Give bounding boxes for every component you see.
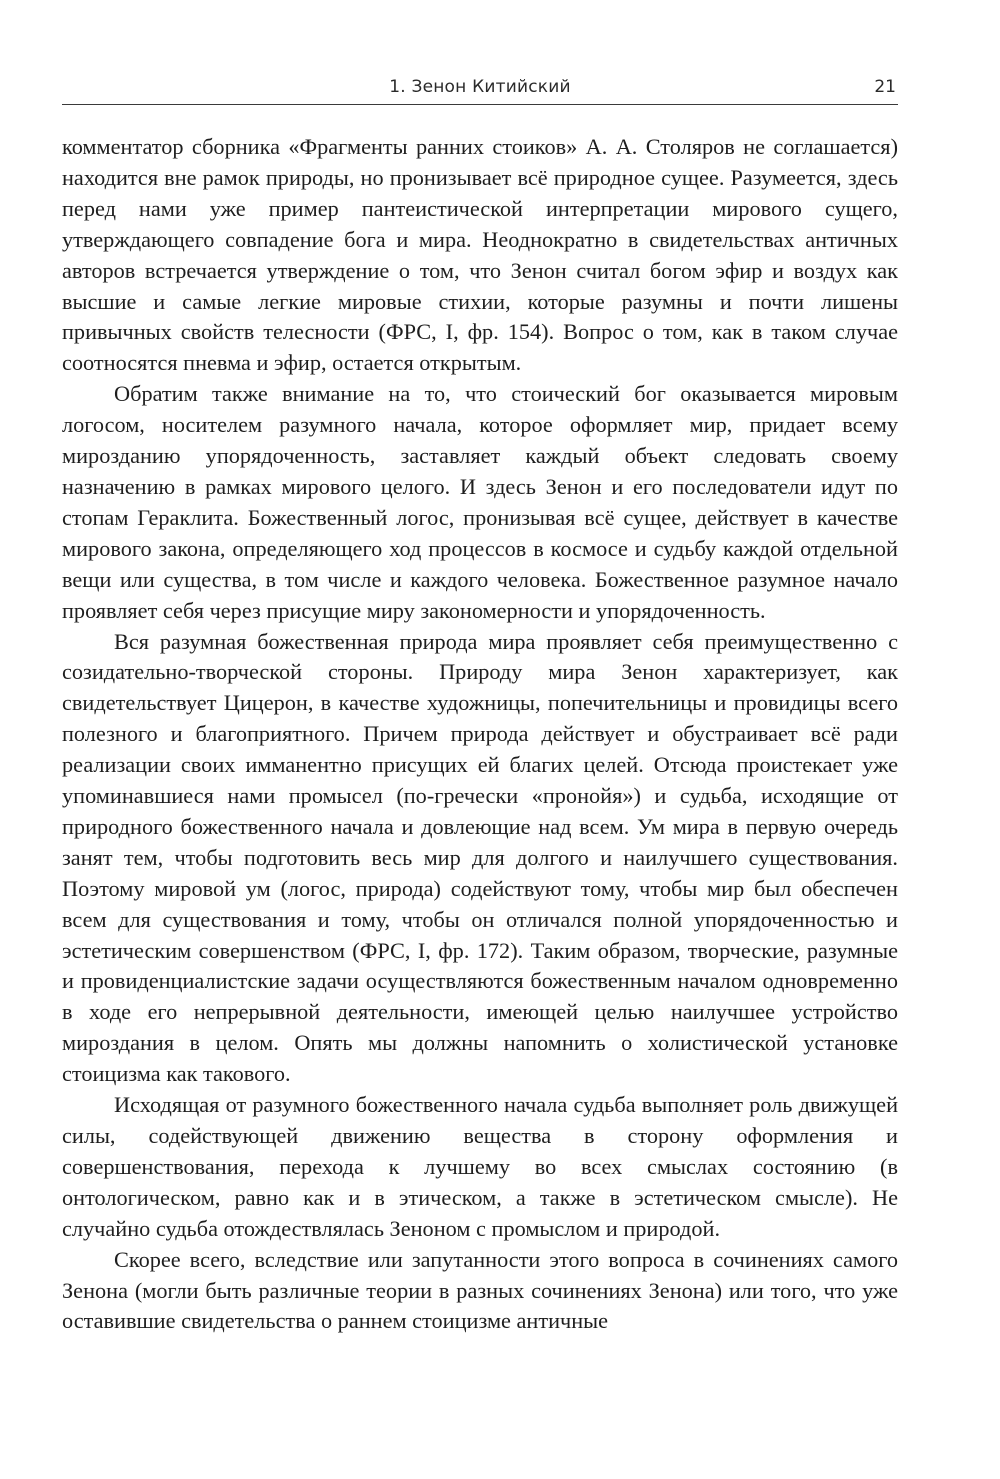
paragraph: Вся разумная божественная природа мира проявляет себя преимущественно с созидательно-творческой стороны. Природу мира Зенон характеризует, как свидетельствует Цицерон, в качестве художницы, попечительницы и провидицы всего полезного и благоприятного. Причем природа действует и обустраивает всё ради реализации своих имманентно присущих ей благих целей. Отсюда проистекает уже упоминавшиеся нами промысел (по-гречески «пронойя») и судьба, исходящие от природного божественного начала и довлеющие над всем. Ум мира в первую очередь занят тем, чтобы подготовить весь мир для долгого и наилучшего существования. Поэтому мировой ум (логос, природа) содействуют тому, чтобы мир был обеспечен всем для существования и тому, чтобы он отличался полной упорядоченностью и эстетическим совершенством (ФРС, I, фр. 172). Таким образом, творческие, разумные и провиденциалистские задачи осуществляются божественным началом одновременно в ходе его непрерывной деятельности, имеющей целью наилучшее устройство мироздания в целом. Опять мы должны напомнить о холистической установке стоицизма как такового.: [62, 628, 898, 1087]
paragraph-continued: комментатор сборника «Фрагменты ранних стоиков» А. А. Столяров не соглашается) находится вне рамок природы, но пронизывает всё природное сущее. Разумеется, здесь перед нами уже пример пантеистической интерпретации мирового сущего, утверждающего совпадение бога и мира. Неоднократно в свидетельствах античных авторов встречается утверждение о том, что Зенон считал богом эфир и воздух как высшие и самые легкие мировые стихии, которые разумны и почти лишены привычных свойств телесности (ФРС, I, фр. 154). Вопрос о том, как в таком случае соотносятся пневма и эфир, остается открытым.: [62, 134, 898, 376]
page-number: 21: [874, 77, 896, 97]
running-header: [62, 74, 898, 105]
book-page: [62, 74, 898, 1337]
chapter-title: 1. Зенон Китийский: [389, 77, 571, 97]
paragraph: Скорее всего, вследствие или запутанности этого вопроса в сочинениях самого Зенона (могли быть различные теории в разных сочинениях Зенона) или того, что уже оставившие свидетельства о раннем стоицизме античные: [62, 1246, 898, 1334]
paragraph: Исходящая от разумного божественного начала судьба выполняет роль движущей силы, содействующей движению вещества в сторону оформления и совершенствования, перехода к лучшему во всех смыслах состоянию (в онтологическом, равно как и в этическом, а также в эстетическом смысле). Не случайно судьба отождествлялась Зеноном с промыслом и природой.: [62, 1092, 898, 1241]
paragraph: Обратим также внимание на то, что стоический бог оказывается мировым логосом, носителем разумного начала, которое оформляет мир, придает всему мирозданию упорядоченность, заставляет каждый объект следовать своему назначению в рамках мирового целого. И здесь Зенон и его последователи идут по стопам Гераклита. Божественный логос, пронизывая всё сущее, действует в качестве мирового закона, определяющего ход процессов в космосе и судьбу каждой отдельной вещи или существа, в том числе и каждого человека. Божественное разумное начало проявляет себя через присущие миру закономерности и упорядоченность.: [62, 381, 898, 623]
body-text: [62, 132, 898, 1337]
